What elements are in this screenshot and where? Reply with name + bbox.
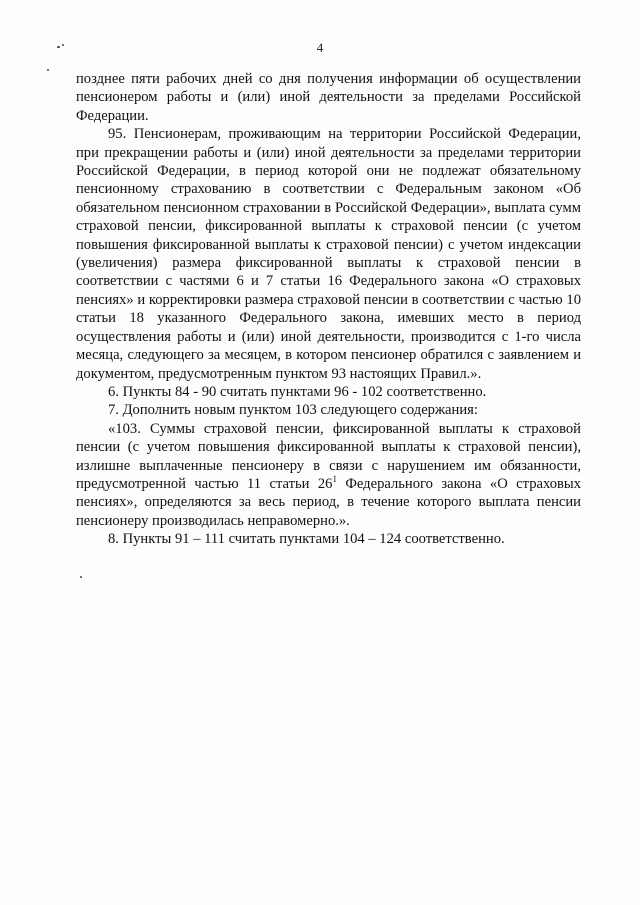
scan-speck (80, 576, 82, 578)
paragraph-95: 95. Пенсионерам, проживающим на территории Российской Федерации, при прекращении работы и (или) иной деятельности за пределами территории Российской Федерации, в период которой они не подлежат обязательному пенсионному страхованию в соответствии с Федеральным законом «Об обязательном пенсионном страховании в Российской Федерации», выплата сумм страховой пенсии, фиксированной выплаты к страховой пенсии (с учетом повышения фиксированной выплаты к страховой пенсии) с учетом индексации (увеличения) размера фиксированной выплаты к страховой пенсии в соответствии с частями 6 и 7 статьи 16 Федерального закона «О страховых пенсиях» и корректировки размера страховой пенсии в соответствии с частью 10 статьи 18 указанного Федерального закона, имевших место в период осуществления работы и (или) иной деятельности, производится с 1-го числа месяца, следующего за месяцем, в котором пенсионер обратился с заявлением и документом, предусмотренным пунктом 93 настоящих Правил.». (76, 126, 581, 382)
paragraph-103-text-end: Федерального закона «О страховых пенсиях», определяются за весь период, в течение которого выплата пенсии пенсионеру производилась неправомерно.». (76, 475, 581, 529)
paragraph-item-8: 8. Пункты 91 – 111 считать пунктами 104 – 124 соответственно. (108, 531, 505, 548)
document-body (76, 70, 581, 549)
paragraph-item-6: 6. Пункты 84 - 90 считать пунктами 96 - 102 соответственно. (108, 383, 487, 400)
paragraph-item-7: 7. Дополнить новым пунктом 103 следующего содержания: (108, 402, 478, 419)
scan-speck (47, 69, 49, 71)
paragraph-103-text-start: «103. Суммы страховой пенсии, фиксированной выплаты к страховой пенсии (с учетом повышения фиксированной выплаты к страховой пенсии), излишне выплаченные пенсионеру в связи с нарушением им обязанности, предусмотренной частью 11 статьи 26 (76, 420, 581, 492)
paragraph-continuation: позднее пяти рабочих дней со дня получения информации об осуществлении пенсионером работы и (или) иной деятельности за пределами Российской Федерации. (76, 71, 581, 124)
page-number: 4 (316, 40, 324, 55)
paragraph-103 (76, 420, 581, 530)
superscript-article-index: 1 (332, 474, 337, 485)
